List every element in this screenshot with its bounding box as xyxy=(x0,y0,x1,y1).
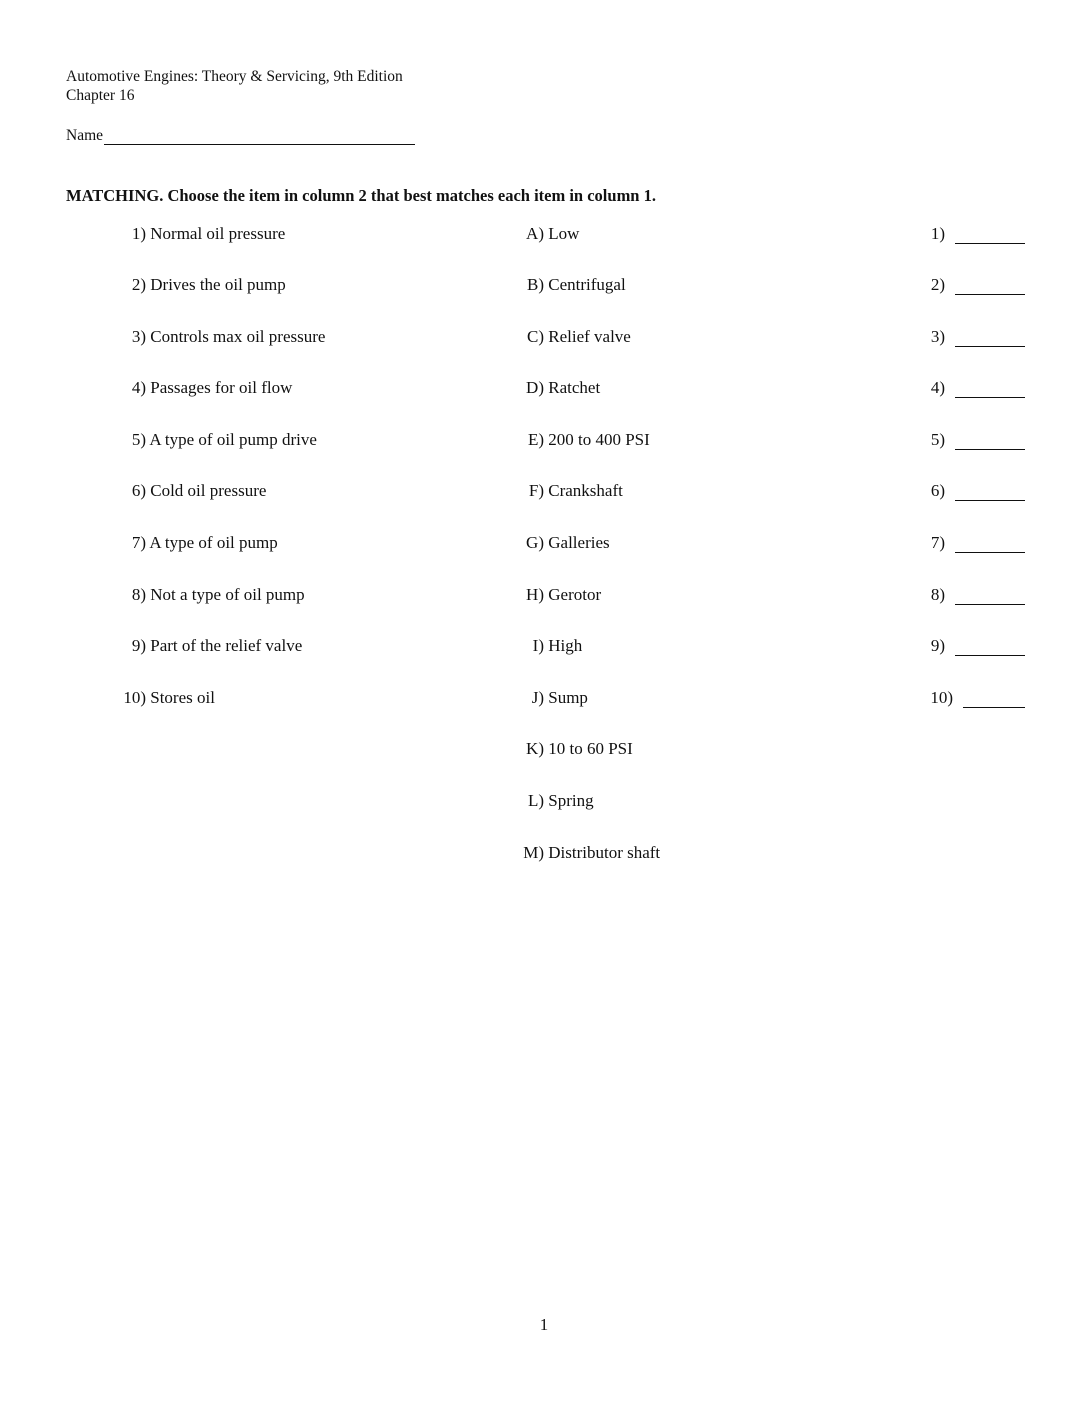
name-field[interactable] xyxy=(66,126,415,145)
question-text: A type of oil pump xyxy=(149,533,278,552)
option-letter: C) xyxy=(527,327,544,346)
question-text: Not a type of oil pump xyxy=(150,585,305,604)
question-item xyxy=(118,378,292,398)
option-text: Crankshaft xyxy=(548,481,623,500)
option-letter: B) xyxy=(527,275,544,294)
option-item xyxy=(508,224,579,244)
question-text: Passages for oil flow xyxy=(150,378,293,397)
answer-number: 4) xyxy=(930,378,945,397)
option-letter: M) xyxy=(523,843,544,862)
answer-line[interactable] xyxy=(963,691,1025,708)
option-letter: I) xyxy=(532,636,544,655)
option-letter: A) xyxy=(526,224,544,243)
option-letter: H) xyxy=(526,585,544,604)
option-text: Gerotor xyxy=(548,585,602,604)
answer-line[interactable] xyxy=(955,588,1025,605)
option-item xyxy=(508,327,631,347)
option-text: Centrifugal xyxy=(548,275,626,294)
question-item xyxy=(118,585,305,605)
answer-number: 6) xyxy=(930,481,945,500)
answer-blank[interactable] xyxy=(915,688,1025,708)
instructions: MATCHING. Choose the item in column 2 that best matches each item in column 1. xyxy=(66,186,656,205)
question-text: Cold oil pressure xyxy=(150,481,267,500)
option-item xyxy=(508,688,588,708)
answer-line[interactable] xyxy=(955,278,1025,295)
answer-number: 7) xyxy=(930,533,945,552)
option-text: 200 to 400 PSI xyxy=(548,430,650,449)
question-text: Part of the relief valve xyxy=(150,636,303,655)
answer-blank[interactable] xyxy=(915,481,1025,501)
option-item xyxy=(508,739,633,759)
answer-blank[interactable] xyxy=(915,378,1025,398)
answer-number: 9) xyxy=(930,636,945,655)
option-text: Sump xyxy=(548,688,588,707)
question-item xyxy=(118,275,286,295)
option-item xyxy=(508,275,626,295)
question-number: 10) xyxy=(123,688,146,707)
option-item xyxy=(508,481,623,501)
answer-number: 8) xyxy=(930,585,945,604)
option-letter: L) xyxy=(527,791,544,810)
question-number: 3) xyxy=(131,327,146,346)
answer-blank[interactable] xyxy=(915,275,1025,295)
answer-blank[interactable] xyxy=(915,636,1025,656)
answer-line[interactable] xyxy=(955,330,1025,347)
question-number: 8) xyxy=(131,585,146,604)
option-letter: J) xyxy=(531,688,544,707)
option-text: Distributor shaft xyxy=(548,843,661,862)
answer-number: 5) xyxy=(930,430,945,449)
question-text: Normal oil pressure xyxy=(150,224,286,243)
chapter-label: Chapter 16 xyxy=(66,87,135,104)
answer-line[interactable] xyxy=(955,433,1025,450)
option-item xyxy=(508,843,660,863)
question-item xyxy=(118,688,215,708)
option-text: Galleries xyxy=(548,533,610,552)
answer-blank[interactable] xyxy=(915,585,1025,605)
name-blank-line[interactable] xyxy=(104,128,415,145)
answer-blank[interactable] xyxy=(915,533,1025,553)
option-letter: G) xyxy=(526,533,544,552)
question-item xyxy=(118,481,266,501)
option-text: 10 to 60 PSI xyxy=(548,739,633,758)
question-number: 1) xyxy=(131,224,146,243)
answer-line[interactable] xyxy=(955,639,1025,656)
option-letter: K) xyxy=(526,739,544,758)
option-item xyxy=(508,585,601,605)
option-text: Spring xyxy=(548,791,594,810)
question-number: 5) xyxy=(131,430,146,449)
option-item xyxy=(508,791,594,811)
option-item xyxy=(508,430,650,450)
option-item xyxy=(508,636,582,656)
question-number: 9) xyxy=(131,636,146,655)
question-item xyxy=(118,533,278,553)
question-number: 7) xyxy=(131,533,146,552)
question-item xyxy=(118,224,285,244)
answer-line[interactable] xyxy=(955,536,1025,553)
answer-number: 1) xyxy=(930,224,945,243)
question-text: Stores oil xyxy=(150,688,215,707)
option-letter: F) xyxy=(528,481,544,500)
question-text: Drives the oil pump xyxy=(150,275,286,294)
option-letter: D) xyxy=(526,378,544,397)
option-text: Ratchet xyxy=(548,378,601,397)
option-text: High xyxy=(548,636,583,655)
option-text: Low xyxy=(548,224,580,243)
question-number: 6) xyxy=(131,481,146,500)
answer-line[interactable] xyxy=(955,227,1025,244)
answer-blank[interactable] xyxy=(915,224,1025,244)
option-item xyxy=(508,378,600,398)
answer-blank[interactable] xyxy=(915,430,1025,450)
option-item xyxy=(508,533,610,553)
answer-blank[interactable] xyxy=(915,327,1025,347)
answer-line[interactable] xyxy=(955,381,1025,398)
question-number: 2) xyxy=(131,275,146,294)
question-number: 4) xyxy=(131,378,146,397)
page-number: 1 xyxy=(539,1315,549,1334)
question-item xyxy=(118,636,302,656)
answer-number: 10) xyxy=(930,688,953,707)
question-text: Controls max oil pressure xyxy=(150,327,326,346)
question-item xyxy=(118,327,325,347)
option-letter: E) xyxy=(527,430,544,449)
answer-number: 2) xyxy=(930,275,945,294)
answer-line[interactable] xyxy=(955,484,1025,501)
name-label: Name xyxy=(66,127,104,144)
question-text: A type of oil pump drive xyxy=(149,430,317,449)
option-text: Relief valve xyxy=(548,327,631,346)
book-title: Automotive Engines: Theory & Servicing, 9th Edition xyxy=(66,68,403,85)
answer-number: 3) xyxy=(930,327,945,346)
question-item xyxy=(118,430,317,450)
